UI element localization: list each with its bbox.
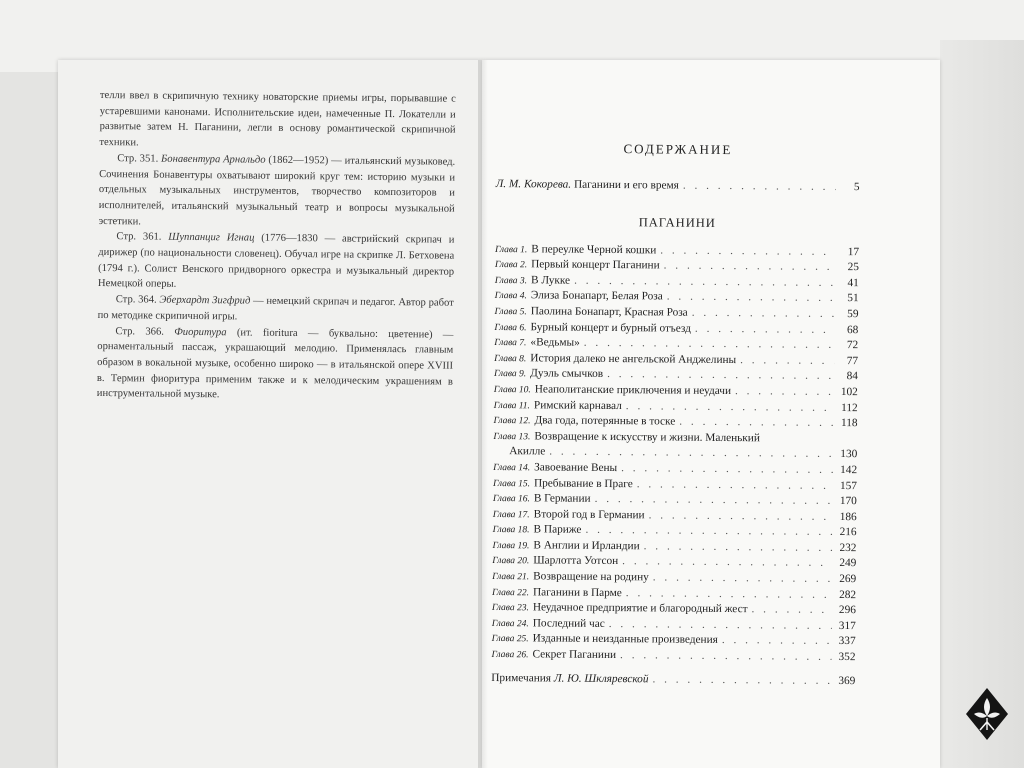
chapter-number: 21. <box>517 572 530 583</box>
chapter-page: 216 <box>839 526 857 539</box>
leader-dots <box>652 673 831 687</box>
leader-dots <box>607 368 834 382</box>
chapter-word: Глава <box>492 572 515 583</box>
chapter-label <box>494 323 526 333</box>
note-paragraph <box>98 229 455 296</box>
chapter-title: Шарлотта Уотсон <box>533 554 619 568</box>
chapter-word: Глава <box>493 462 516 474</box>
chapter-number: 8. <box>519 353 527 365</box>
chapter-number: 13. <box>518 431 531 443</box>
chapter-page: 352 <box>838 651 856 664</box>
chapter-label <box>493 510 530 520</box>
chapter-title: Первый концерт Паганини <box>531 258 660 272</box>
chapter-page: 282 <box>839 588 857 601</box>
chapter-title: В Париже <box>533 523 582 537</box>
chapter-label <box>494 401 530 411</box>
chapter-word: Глава <box>491 603 515 614</box>
toc-notes-row <box>491 672 855 691</box>
chapter-label <box>492 572 529 582</box>
chapter-number: 22. <box>517 587 530 598</box>
chapter-word: Глава <box>494 338 517 349</box>
chapter-page: 17 <box>847 245 860 258</box>
chapter-title: Элиза Бонапарт, Белая Роза <box>530 289 663 303</box>
note-name: Бонавентура Арнальдо <box>161 153 266 166</box>
chapter-page: 186 <box>839 510 857 523</box>
chapter-number: 24. <box>516 619 529 630</box>
chapter-title: Акилле <box>509 445 546 458</box>
chapter-number: 2. <box>519 260 528 271</box>
chapter-page: 41 <box>847 276 859 289</box>
chapter-page: 269 <box>839 573 857 586</box>
chapter-number: 17. <box>517 509 530 520</box>
chapter-title: Неудачное предприятие и благородный жест <box>532 601 748 616</box>
chapter-page: 170 <box>839 495 857 508</box>
chapter-title: Завоевание Вены <box>534 461 618 474</box>
chapter-label <box>493 525 530 535</box>
chapter-number: 25. <box>516 634 529 645</box>
chapter-label <box>494 385 531 395</box>
section-heading: ПАГАНИНИ <box>638 214 716 230</box>
leader-dots <box>626 400 834 414</box>
notes-page: 369 <box>838 674 856 687</box>
chapter-number: 16. <box>517 494 530 505</box>
note-rest: (1862—1952) — итальянский музыковед. Сочинения Бонавентуры охватывают широкий круг тем: историю музыки и отдельных музыкальных инструментов, творчество композиторов и исполнителей, итальянский музыкальный театр и вопросы музыкальной эстетики. <box>98 154 456 228</box>
leader-dots <box>622 556 832 570</box>
chapter-label <box>491 650 528 660</box>
chapter-label <box>492 556 529 566</box>
chapter-page: 59 <box>847 308 859 321</box>
chapter-number: 20. <box>517 556 530 567</box>
chapter-page: 157 <box>839 479 858 492</box>
chapter-word: Глава <box>491 650 515 661</box>
chapter-word: Глава <box>494 322 518 333</box>
leader-dots <box>695 322 835 335</box>
chapter-word: Глава <box>493 369 517 380</box>
chapter-number: 7. <box>519 338 527 349</box>
notes-label: Примечания <box>491 671 554 685</box>
chapter-word: Глава <box>494 260 518 271</box>
note-paragraph <box>98 292 454 327</box>
note-paragraph <box>99 88 456 155</box>
note-name: Шуппанциг Игнац <box>168 232 255 244</box>
chapter-title: Секрет Паганини <box>532 648 617 662</box>
note-rest: телли ввел в скрипичную технику новаторские приемы игры, порывавшие с устаревшими канонами. Исполнительские идеи, намеченные П. Локателли и развитые затем Н. Паганини, легли в основу романтической скрипичной техники. <box>99 89 456 149</box>
chapter-label <box>492 603 529 613</box>
leader-dots <box>692 307 835 320</box>
leader-dots <box>735 385 834 398</box>
chapter-word: Глава <box>492 525 516 536</box>
chapter-word: Глава <box>491 618 515 630</box>
chapter-title: Римский карнавал <box>533 398 622 412</box>
chapter-label <box>492 588 529 598</box>
chapter-word: Глава <box>493 384 517 396</box>
chapter-label <box>492 634 529 644</box>
leader-dots <box>660 244 835 258</box>
note-paragraph <box>99 151 456 233</box>
chapter-number: 10. <box>518 385 531 396</box>
chapter-word: Глава <box>495 244 518 255</box>
leader-dots <box>637 478 833 492</box>
leader-dots <box>740 354 834 367</box>
chapter-word: Глава <box>493 431 517 442</box>
chapter-title: Дуэль смычков <box>530 367 604 381</box>
chapter-word: Глава <box>494 275 518 286</box>
chapter-word: Глава <box>493 400 517 411</box>
chapter-number: 3. <box>519 275 528 287</box>
chapter-title: История далеко не ангельской Анджелины <box>530 352 737 366</box>
chapter-label <box>494 338 526 348</box>
chapter-page: 317 <box>838 619 856 633</box>
chapter-title: Второй год в Германии <box>533 508 645 521</box>
chapter-word: Глава <box>491 634 515 645</box>
chapter-label <box>493 494 530 504</box>
chapter-word: Глава <box>493 416 517 427</box>
intro-author: Л. М. Кокорева. <box>495 177 572 191</box>
chapter-title: «Ведьмы» <box>530 336 580 349</box>
chapter-title: В переулке Черной кошки <box>531 242 657 256</box>
intro-page: 5 <box>853 181 860 194</box>
leader-dots <box>752 603 832 616</box>
leader-dots <box>722 634 832 647</box>
chapter-label <box>493 478 530 488</box>
chapter-page: 249 <box>839 557 857 570</box>
chapter-title: Последний час <box>532 617 605 630</box>
leader-dots <box>595 493 833 507</box>
chapter-page: 84 <box>846 370 859 383</box>
chapter-title: Возвращение к искусству и жизни. Маленький <box>534 430 760 445</box>
chapter-title: Неаполитанские приключения и неудачи <box>534 383 732 397</box>
leader-dots <box>644 540 833 554</box>
leader-dots <box>621 462 833 476</box>
chapter-page: 51 <box>847 292 859 305</box>
chapter-number: 19. <box>517 541 530 552</box>
chapter-label <box>494 354 526 364</box>
note-lead: Стр. 361. <box>116 231 169 244</box>
chapter-page: 130 <box>840 448 858 461</box>
chapter-page: 142 <box>840 463 858 477</box>
chapter-word: Глава <box>494 353 517 364</box>
chapter-label <box>494 416 531 426</box>
chapter-label <box>493 463 530 473</box>
notes-text <box>97 88 456 406</box>
chapter-number: 6. <box>519 322 527 333</box>
background-right-sheet <box>940 40 1024 768</box>
leader-dots <box>626 587 832 601</box>
chapter-word: Глава <box>492 509 516 520</box>
chapter-number: 11. <box>518 400 530 411</box>
book-gutter <box>478 60 488 768</box>
chapter-page: 25 <box>847 261 859 274</box>
chapter-number: 4. <box>519 291 527 302</box>
note-rest: (ит. fioritura — буквально: цветение) — орнаментальный пассаж, украшающий мелодию. Применялась главным образом в вокальной музыке, особенно широко — в итальянской опере XVIII в. Термин фиоритура применим также и к мелодическим украшениям в инструментальной музыке. <box>96 326 454 401</box>
note-name: Эберхардт Зигфрид <box>159 294 251 307</box>
chapter-title: В Германии <box>533 492 591 505</box>
chapter-title: Два года, потерянные в тоске <box>534 414 676 428</box>
chapter-page: 296 <box>838 604 856 617</box>
note-lead: Стр. 366. <box>115 325 175 338</box>
chapter-word: Глава <box>492 556 516 567</box>
chapter-title: Паолина Бонапарт, Красная Роза <box>530 305 688 319</box>
note-rest: (1776—1830 — австрийский скрипач и дирижер (по национальности словенец). Обучал игре на скрипке Л. Бетховена (1794 г.). Солист Венского придворного оркестра и музыкальный директор Немецкой оперы. <box>97 232 455 291</box>
chapter-word: Глава <box>492 478 516 489</box>
chapter-number: 18. <box>517 525 530 536</box>
chapter-number: 14. <box>518 463 531 474</box>
toc-intro-row <box>496 178 860 197</box>
leader-dots <box>679 416 833 429</box>
chapter-label <box>492 541 529 551</box>
chapter-label <box>492 619 529 629</box>
chapter-title: Возвращение на родину <box>533 570 649 584</box>
intro-title: Паганини и его время <box>571 178 679 192</box>
chapter-page: 112 <box>841 401 858 414</box>
chapter-label <box>495 276 527 286</box>
chapter-label <box>495 291 527 301</box>
chapter-page: 68 <box>847 323 859 336</box>
chapter-word: Глава <box>492 540 516 552</box>
chapter-label <box>493 432 530 442</box>
toc-title: СОДЕРЖАНИЕ <box>623 141 733 158</box>
note-name: Фиоритура <box>174 326 227 338</box>
chapter-number: 23. <box>516 603 529 614</box>
leader-dots <box>609 618 832 632</box>
chapter-title: Пребывание в Праге <box>533 476 633 490</box>
leader-dots <box>584 337 835 351</box>
chapter-label <box>494 369 526 379</box>
chapter-title: Бурный концерт и бурный отъезд <box>530 320 692 335</box>
chapter-page: 118 <box>840 417 858 430</box>
toc-chapter-row <box>491 648 855 667</box>
leader-dots <box>549 446 833 460</box>
chapter-number: 12. <box>518 416 531 427</box>
chapter-page: 232 <box>839 541 857 555</box>
chapter-title: В Лукке <box>530 274 571 287</box>
leader-dots <box>664 260 835 273</box>
chapter-number: 1. <box>520 244 528 255</box>
chapter-page: 72 <box>846 339 859 352</box>
note-rest: — немецкий скрипач и педагог. Автор работ по методике скрипичной игры. <box>97 295 454 323</box>
chapter-label <box>495 245 527 255</box>
chapter-page: 77 <box>846 354 859 367</box>
leader-dots <box>620 649 832 663</box>
note-lead: Стр. 364. <box>115 294 160 306</box>
chapter-word: Глава <box>494 291 518 302</box>
chapter-number: 26. <box>516 650 529 661</box>
chapter-page: 337 <box>838 635 856 648</box>
fleur-emblem-icon <box>964 686 1010 748</box>
chapter-label <box>495 260 527 270</box>
chapter-word: Глава <box>494 306 518 318</box>
chapter-word: Глава <box>492 494 516 505</box>
leader-dots <box>683 180 836 193</box>
notes-author: Л. Ю. Шкляревской <box>553 672 649 685</box>
chapter-title: Изданные и неизданные произведения <box>532 632 718 647</box>
table-of-contents <box>491 140 860 690</box>
chapter-list <box>491 243 859 667</box>
leader-dots <box>574 274 835 288</box>
chapter-label <box>494 307 526 317</box>
note-paragraph <box>97 324 454 406</box>
leader-dots <box>667 291 835 304</box>
leader-dots <box>653 571 832 585</box>
chapter-word: Глава <box>492 587 515 598</box>
note-lead: Стр. 351. <box>117 152 162 165</box>
leader-dots <box>649 509 833 523</box>
chapter-number: 5. <box>519 307 527 318</box>
chapter-title: В Англии и Ирландии <box>533 539 640 553</box>
chapter-number: 15. <box>518 478 531 489</box>
chapter-page: 102 <box>840 385 858 399</box>
chapter-number: 9. <box>519 369 527 380</box>
leader-dots <box>585 524 832 538</box>
chapter-title: Паганини в Парме <box>532 585 622 599</box>
